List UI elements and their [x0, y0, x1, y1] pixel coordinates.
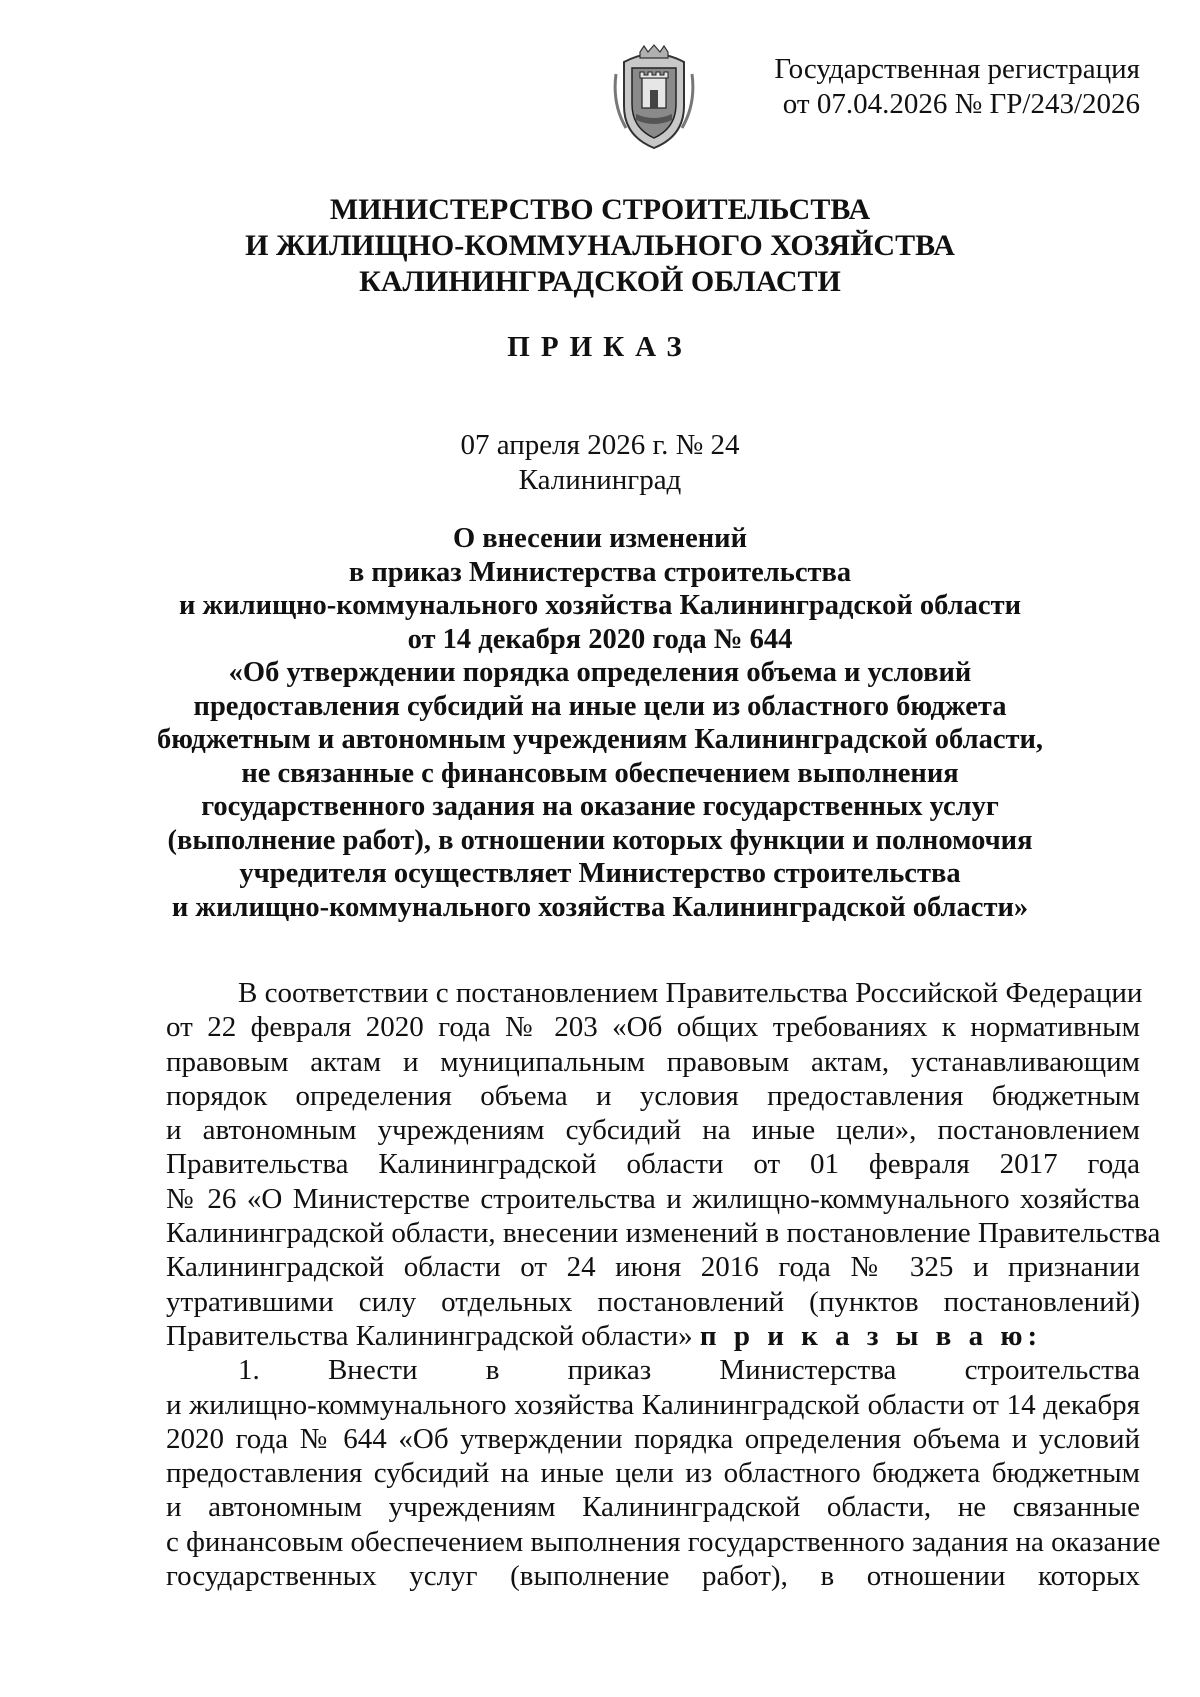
- ministry-name: [0, 192, 1200, 300]
- item-line: предоставления субсидий на иные цели из областного бюджета бюджетным: [166, 1457, 1140, 1490]
- item-line: с финансовым обеспечением выполнения государственного задания на оказание: [166, 1525, 1161, 1558]
- preamble-final-line: [166, 1319, 1140, 1353]
- order-body: [166, 976, 1161, 1593]
- title-line: и жилищно-коммунального хозяйства Калининградской области»: [171, 891, 1029, 923]
- item-word: в: [485, 1354, 500, 1387]
- item-word: Внести: [327, 1354, 418, 1387]
- preamble-line: Калининградской области от 24 июня 2016 года № 325 и признании: [166, 1251, 1140, 1284]
- item-line: государственных услуг (выполнение работ), в отношении которых: [166, 1560, 1140, 1593]
- preamble-line: и автономным учреждениям субсидий на иные цели», постановлением: [166, 1114, 1140, 1147]
- item-word: Министерства: [719, 1354, 897, 1387]
- title-line: О внесении изменений: [452, 523, 747, 554]
- order-verb: п р и к а з ы в а ю:: [699, 1319, 1043, 1352]
- coat-of-arms-icon: [610, 44, 698, 154]
- preamble-line: от 22 февраля 2020 года № 203 «Об общих требованиях к нормативным: [166, 1011, 1140, 1044]
- item-word: приказ: [567, 1354, 652, 1387]
- title-line: учредителя осуществляет Министерство строительства: [239, 858, 961, 889]
- title-line: в приказ Министерства строительства: [348, 556, 852, 588]
- title-line: предоставления субсидий на иные цели из областного бюджета: [193, 690, 1007, 722]
- document-type: ПРИКАЗ: [507, 331, 693, 363]
- preamble-line: правовым актам и муниципальным правовым актам, устанавливающим: [166, 1045, 1140, 1078]
- item-line: и жилищно-коммунального хозяйства Калининградской области от 14 декабря: [166, 1388, 1140, 1421]
- item-number: 1.: [238, 1354, 260, 1387]
- preamble-line: Правительства Калининградской области»: [166, 1319, 693, 1352]
- title-line: и жилищно-коммунального хозяйства Калининградской области: [179, 590, 1021, 621]
- preamble-line: порядок определения объема и условия предоставления бюджетным: [166, 1079, 1140, 1112]
- order-date-block: [0, 428, 1200, 498]
- registration-title: Государственная регистрация: [774, 53, 1140, 85]
- order-city: Калининград: [518, 464, 682, 496]
- item-word: строительства: [964, 1354, 1140, 1387]
- order-title: [0, 522, 1200, 924]
- order-date-number: 07 апреля 2026 г. № 24: [460, 429, 740, 461]
- item-1-first-line: [166, 1353, 1140, 1387]
- preamble-line: В соответствии с постановлением Правительства Российской Федерации: [238, 977, 1143, 1009]
- registration-stamp: [720, 52, 1140, 122]
- preamble-line: утратившими силу отдельных постановлений (пунктов постановлений): [166, 1285, 1140, 1318]
- title-line: государственного задания на оказание государственных услуг: [201, 791, 999, 822]
- title-line: «Об утверждении порядка определения объема и условий: [228, 657, 972, 688]
- title-line: (выполнение работ), в отношении которых функции и полномочия: [167, 824, 1033, 856]
- preamble-line: Правительства Калининградской области от 01 февраля 2017 года: [166, 1148, 1140, 1181]
- item-line: 2020 года № 644 «Об утверждении порядка определения объема и условий: [166, 1422, 1140, 1455]
- registration-number: от 07.04.2026 № ГР/243/2026: [782, 88, 1140, 120]
- ministry-line: КАЛИНИНГРАДСКОЙ ОБЛАСТИ: [359, 265, 841, 298]
- title-line: бюджетным и автономным учреждениям Калининградской области,: [156, 724, 1044, 755]
- item-line: и автономным учреждениям Калининградской области, не связанные: [166, 1491, 1140, 1524]
- ministry-line: И ЖИЛИЩНО-КОММУНАЛЬНОГО ХОЗЯЙСТВА: [245, 229, 955, 262]
- preamble-line: № 26 «О Министерстве строительства и жилищно-коммунального хозяйства: [166, 1182, 1140, 1215]
- title-line: не связанные с финансовым обеспечением выполнения: [241, 757, 959, 789]
- title-line: от 14 декабря 2020 года № 644: [407, 623, 793, 655]
- ministry-line: МИНИСТЕРСТВО СТРОИТЕЛЬСТВА: [329, 193, 871, 226]
- preamble-line: Калининградской области, внесении изменений в постановление Правительства: [166, 1217, 1161, 1250]
